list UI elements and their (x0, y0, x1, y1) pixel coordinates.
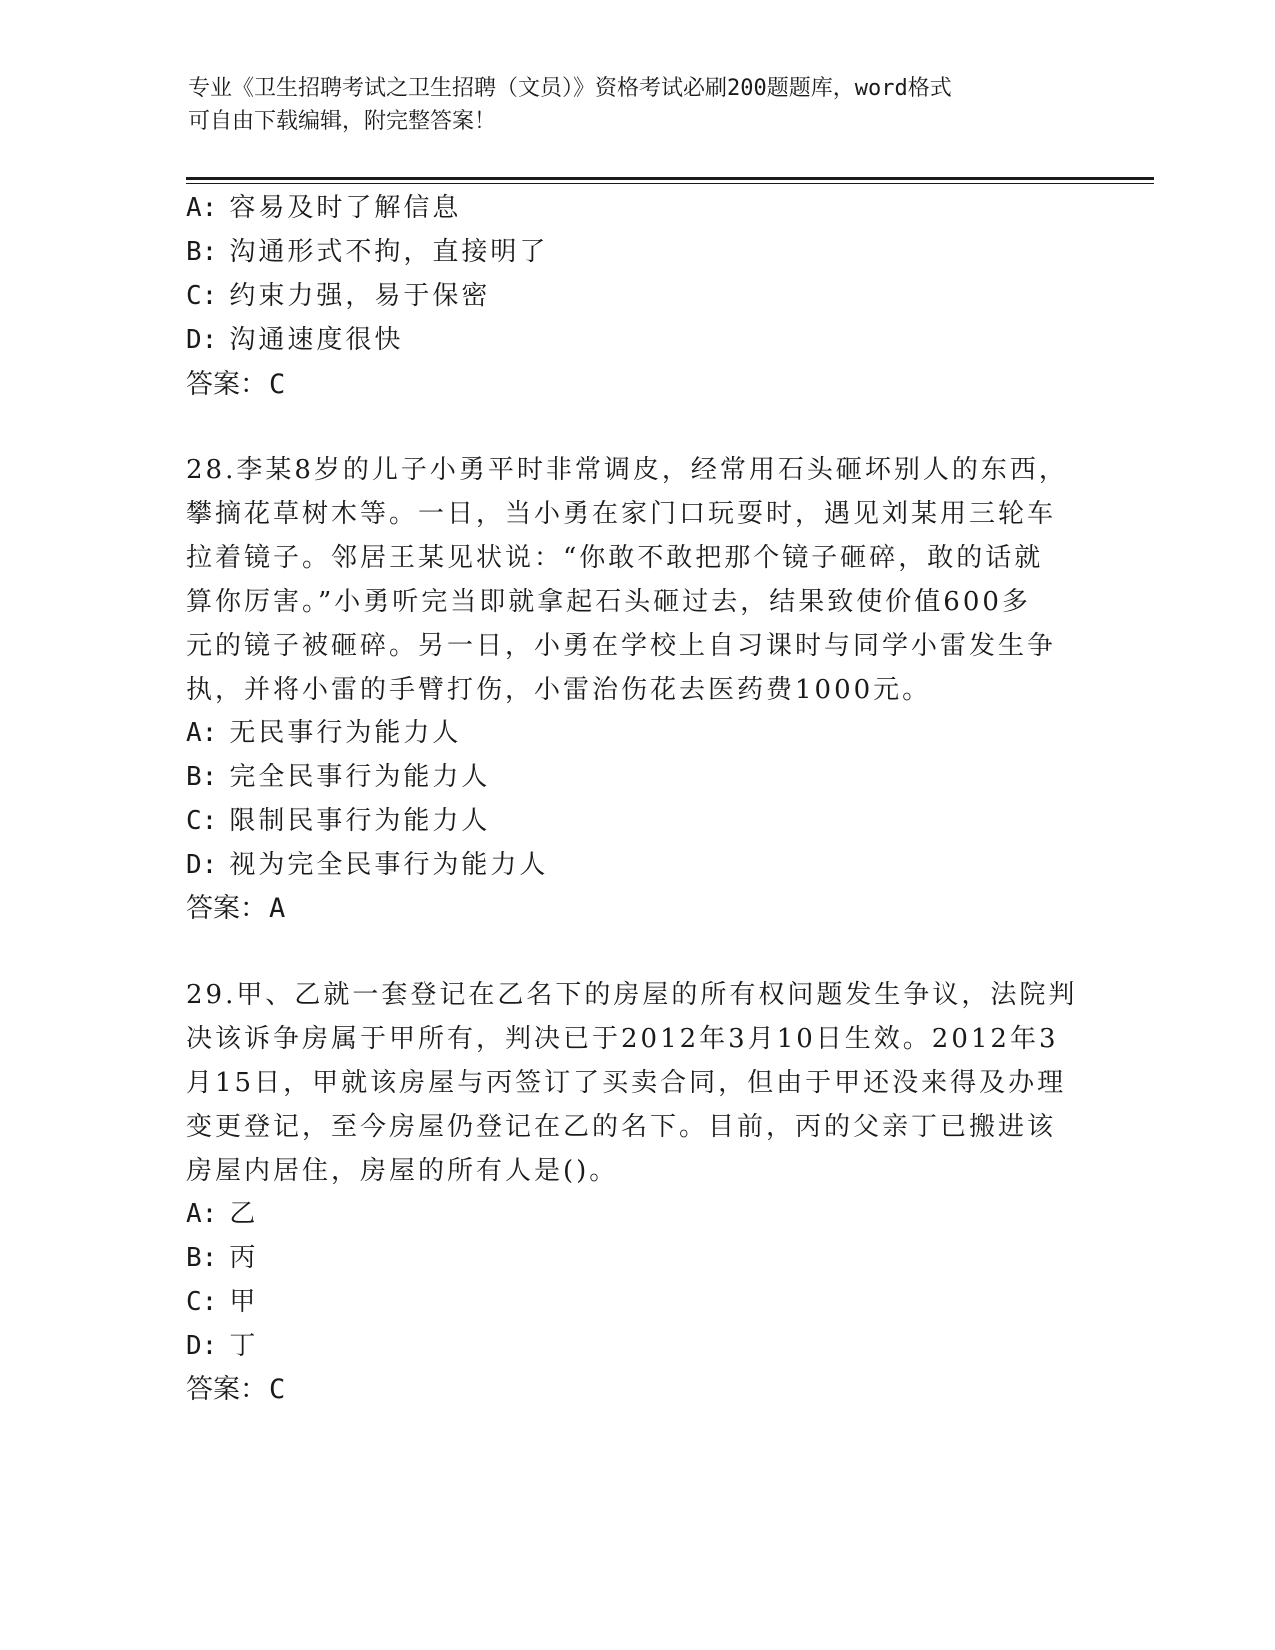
q28-option-a: A: 无民事行为能力人 (186, 718, 462, 748)
q27-answer: 答案：C (186, 369, 286, 400)
q27-option-a: A: 容易及时了解信息 (186, 193, 462, 223)
q29-stem-line: 29.甲、乙就一套登记在乙名下的房屋的所有权问题发生争议，法院判 (186, 980, 1078, 1010)
q27-option-b: B: 沟通形式不拘，直接明了 (186, 237, 549, 267)
q29-answer: 答案：C (186, 1374, 286, 1405)
q28-answer: 答案：A (186, 893, 286, 924)
q29-option-b: B: 丙 (186, 1243, 259, 1273)
q28-stem-line: 拉着镜子。邻居王某见状说：“你敢不敢把那个镜子砸碎，敢的话就 (186, 543, 1044, 573)
q28-stem-line: 元的镜子被砸碎。另一日，小勇在学校上自习课时与同学小雷发生争 (186, 631, 1057, 661)
q28-stem-line: 攀摘花草树木等。一日，当小勇在家门口玩耍时，遇见刘某用三轮车 (186, 499, 1057, 529)
header-rule-thin (186, 183, 1154, 184)
q28-stem-line: 执，并将小雷的手臂打伤，小雷治伤花去医药费1000元。 (186, 675, 932, 705)
q29-option-d: D: 丁 (186, 1331, 259, 1361)
q29-stem-line: 变更登记，至今房屋仍登记在乙的名下。目前，丙的父亲丁已搬进该 (186, 1112, 1057, 1142)
header-line-1: 专业《卫生招聘考试之卫生招聘（文员）》资格考试必刷200题题库，word格式 (188, 76, 952, 101)
q28-option-b: B: 完全民事行为能力人 (186, 762, 491, 792)
q29-stem-line: 决该诉争房属于甲所有，判决已于2012年3月10日生效。2012年3 (186, 1024, 1059, 1054)
header-rule-thick (186, 177, 1154, 180)
q28-stem-line: 28.李某8岁的儿子小勇平时非常调皮，经常用石头砸坏别人的东西， (186, 455, 1068, 485)
q28-option-c: C: 限制民事行为能力人 (186, 806, 491, 836)
q29-stem-line: 房屋内居住，房屋的所有人是()。 (186, 1156, 619, 1186)
q29-option-a: A: 乙 (186, 1199, 259, 1229)
q29-stem-line: 月15日，甲就该房屋与丙签订了买卖合同，但由于甲还没来得及办理 (186, 1068, 1067, 1098)
q29-option-c: C: 甲 (186, 1287, 259, 1317)
q27-option-d: D: 沟通速度很快 (186, 325, 404, 355)
q28-stem-line: 算你厉害。”小勇听完当即就拿起石头砸过去，结果致使价值600多 (186, 587, 1031, 617)
document-header (188, 72, 1068, 138)
q28-option-d: D: 视为完全民事行为能力人 (186, 850, 549, 880)
q27-option-c: C: 约束力强，易于保密 (186, 281, 491, 311)
header-line-2: 可自由下载编辑，附完整答案！ (188, 109, 497, 134)
